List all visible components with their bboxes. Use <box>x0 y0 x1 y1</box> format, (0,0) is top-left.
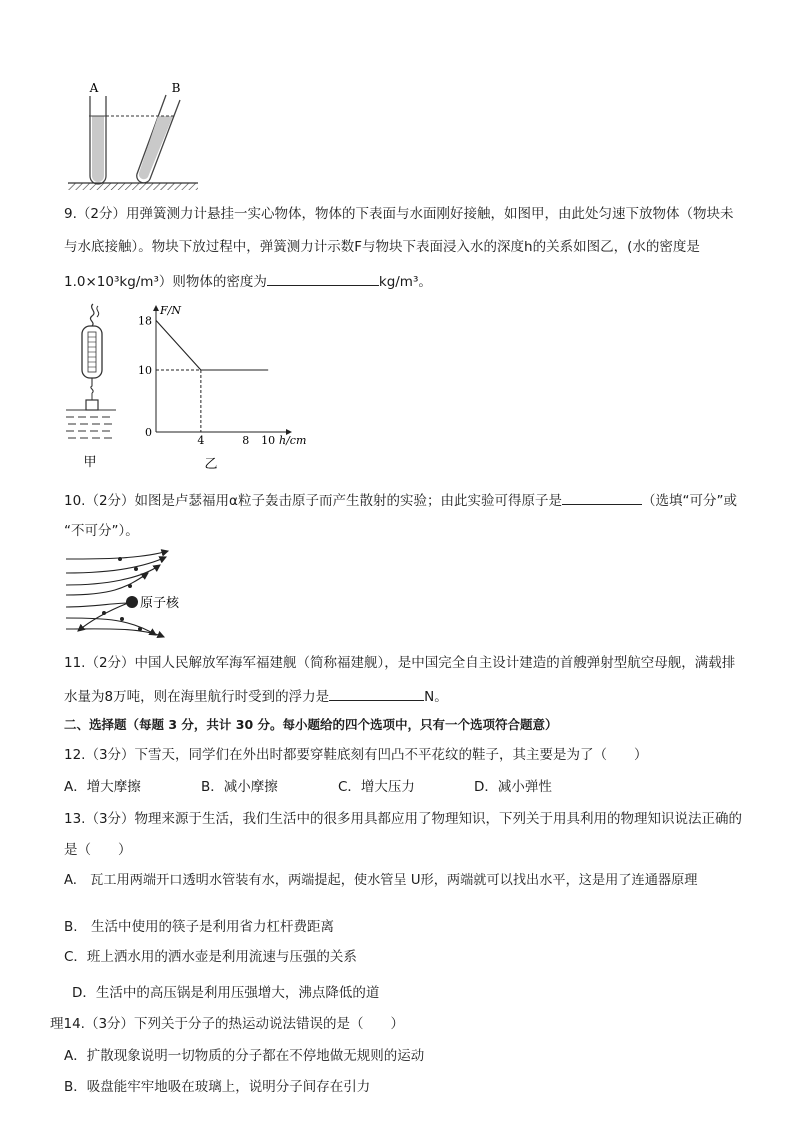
q11-line2 <box>64 686 448 706</box>
y-tick-label: 10 <box>138 364 152 377</box>
q13-option-a[interactable]: A. 瓦工用两端开口透明水管装有水，两端提起，使水管呈 U形，两端就可以找出水平，这是用了连通器原理 <box>64 873 698 888</box>
q14-stem: 理14.（3分）下列关于分子的热运动说法错误的是（ ） <box>50 1016 405 1032</box>
y-tick-label: 18 <box>138 314 152 328</box>
x-axis-label: h/cm <box>279 434 307 447</box>
q11-line2-text: 水量为8万吨，则在海里航行时受到的浮力是 <box>64 689 330 705</box>
x-tick-label: 4 <box>197 434 205 447</box>
object-block <box>86 400 98 410</box>
q13-option-b[interactable]: B. 生活中使用的筷子是利用省力杠杆费距离 <box>64 919 335 935</box>
origin-label: 0 <box>145 426 152 439</box>
q11-line1: 11.（2分）中国人民解放军海军福建舰（简称福建舰），是中国完全自主设计建造的首艘弹射型航空母舰，满载排 <box>64 655 736 671</box>
q13-option-c[interactable]: C．班上洒水用的洒水壶是利用流速与压强的关系 <box>64 949 357 965</box>
force-depth-chart <box>135 298 315 473</box>
q14-option-b[interactable]: B．吸盘能牢牢地吸在玻璃上，说明分子间存在引力 <box>64 1079 371 1095</box>
q12-option-b[interactable]: B．减小摩擦 <box>201 779 278 795</box>
q10-line1-tail: （选填“可分”或 <box>641 493 737 509</box>
q10-line1-text: 10.（2分）如图是卢瑟福用α粒子轰击原子而产生散射的实验；由此实验可得原子是 <box>64 493 562 509</box>
ground-hatch <box>68 183 198 190</box>
series-line-segment <box>156 320 201 370</box>
alpha-scattering-figure <box>60 545 200 645</box>
q13-stem-line1: 13.（3分）物理来源于生活，我们生活中的很多用具都应用了物理知识，下列关于用具利用的物理知识说法正确的 <box>64 811 743 827</box>
x-tick-label: 8 <box>242 434 250 447</box>
y-axis-label: F/N <box>160 304 181 317</box>
q13-option-d[interactable]: D．生活中的高压锅是利用压强增大，沸点降低的道 <box>72 985 380 1001</box>
q9-line1: 9.（2分）用弹簧测力计悬挂一实心物体，物体的下表面与水面刚好接触，如图甲，由此处匀速下放物体（物块未 <box>64 206 734 222</box>
q13-stem-line2: 是（ ） <box>64 842 132 858</box>
q14-option-a[interactable]: A．扩散现象说明一切物质的分子都在不停地做无规则的运动 <box>64 1048 425 1064</box>
q9-line2: 与水底接触）。物块下放过程中，弹簧测力计示数F与物块下表面浸入水的深度h的关系如图乙，(水的密度是 <box>64 239 700 255</box>
nucleus-dot <box>126 596 138 608</box>
q10-answer-blank[interactable] <box>562 490 642 505</box>
q9-answer-blank[interactable] <box>267 271 379 286</box>
fig-yi-caption: 乙 <box>204 457 218 472</box>
fig-jia-caption: 甲 <box>83 455 97 470</box>
test-tubes-figure <box>60 78 210 193</box>
q10-line2: “不可分”）。 <box>64 523 139 539</box>
q11-line2-unit: N。 <box>424 689 448 705</box>
section2-title: 二、选择题（每题 3 分，共计 30 分。每小题给的四个选项中，只有一个选项符合题意） <box>64 717 558 732</box>
q10-line1 <box>64 490 737 510</box>
q12-option-d[interactable]: D．减小弹性 <box>474 779 552 795</box>
q12-stem: 12.（3分）下雪天，同学们在外出时都要穿鞋底刻有凹凸不平花纹的鞋子，其主要是为了（ ） <box>64 747 648 763</box>
tube-a-label: A <box>89 81 99 95</box>
tube-b-label: B <box>171 81 181 95</box>
tube-a <box>89 96 107 184</box>
nucleus-label: 原子核 <box>140 596 180 611</box>
tube-b <box>137 95 180 183</box>
q9-line3-text: 1.0×10³kg/m³）则物体的密度为 <box>64 274 267 290</box>
q11-answer-blank[interactable] <box>329 686 424 701</box>
q9-line3-unit: kg/m³。 <box>378 274 432 290</box>
q9-line3 <box>64 271 432 291</box>
q12-option-c[interactable]: C．增大压力 <box>338 779 415 795</box>
x-tick-label: 10 <box>261 434 276 447</box>
spring-scale-figure <box>60 300 130 470</box>
water-surface <box>66 410 116 438</box>
q12-option-a[interactable]: A．增大摩擦 <box>64 779 141 795</box>
